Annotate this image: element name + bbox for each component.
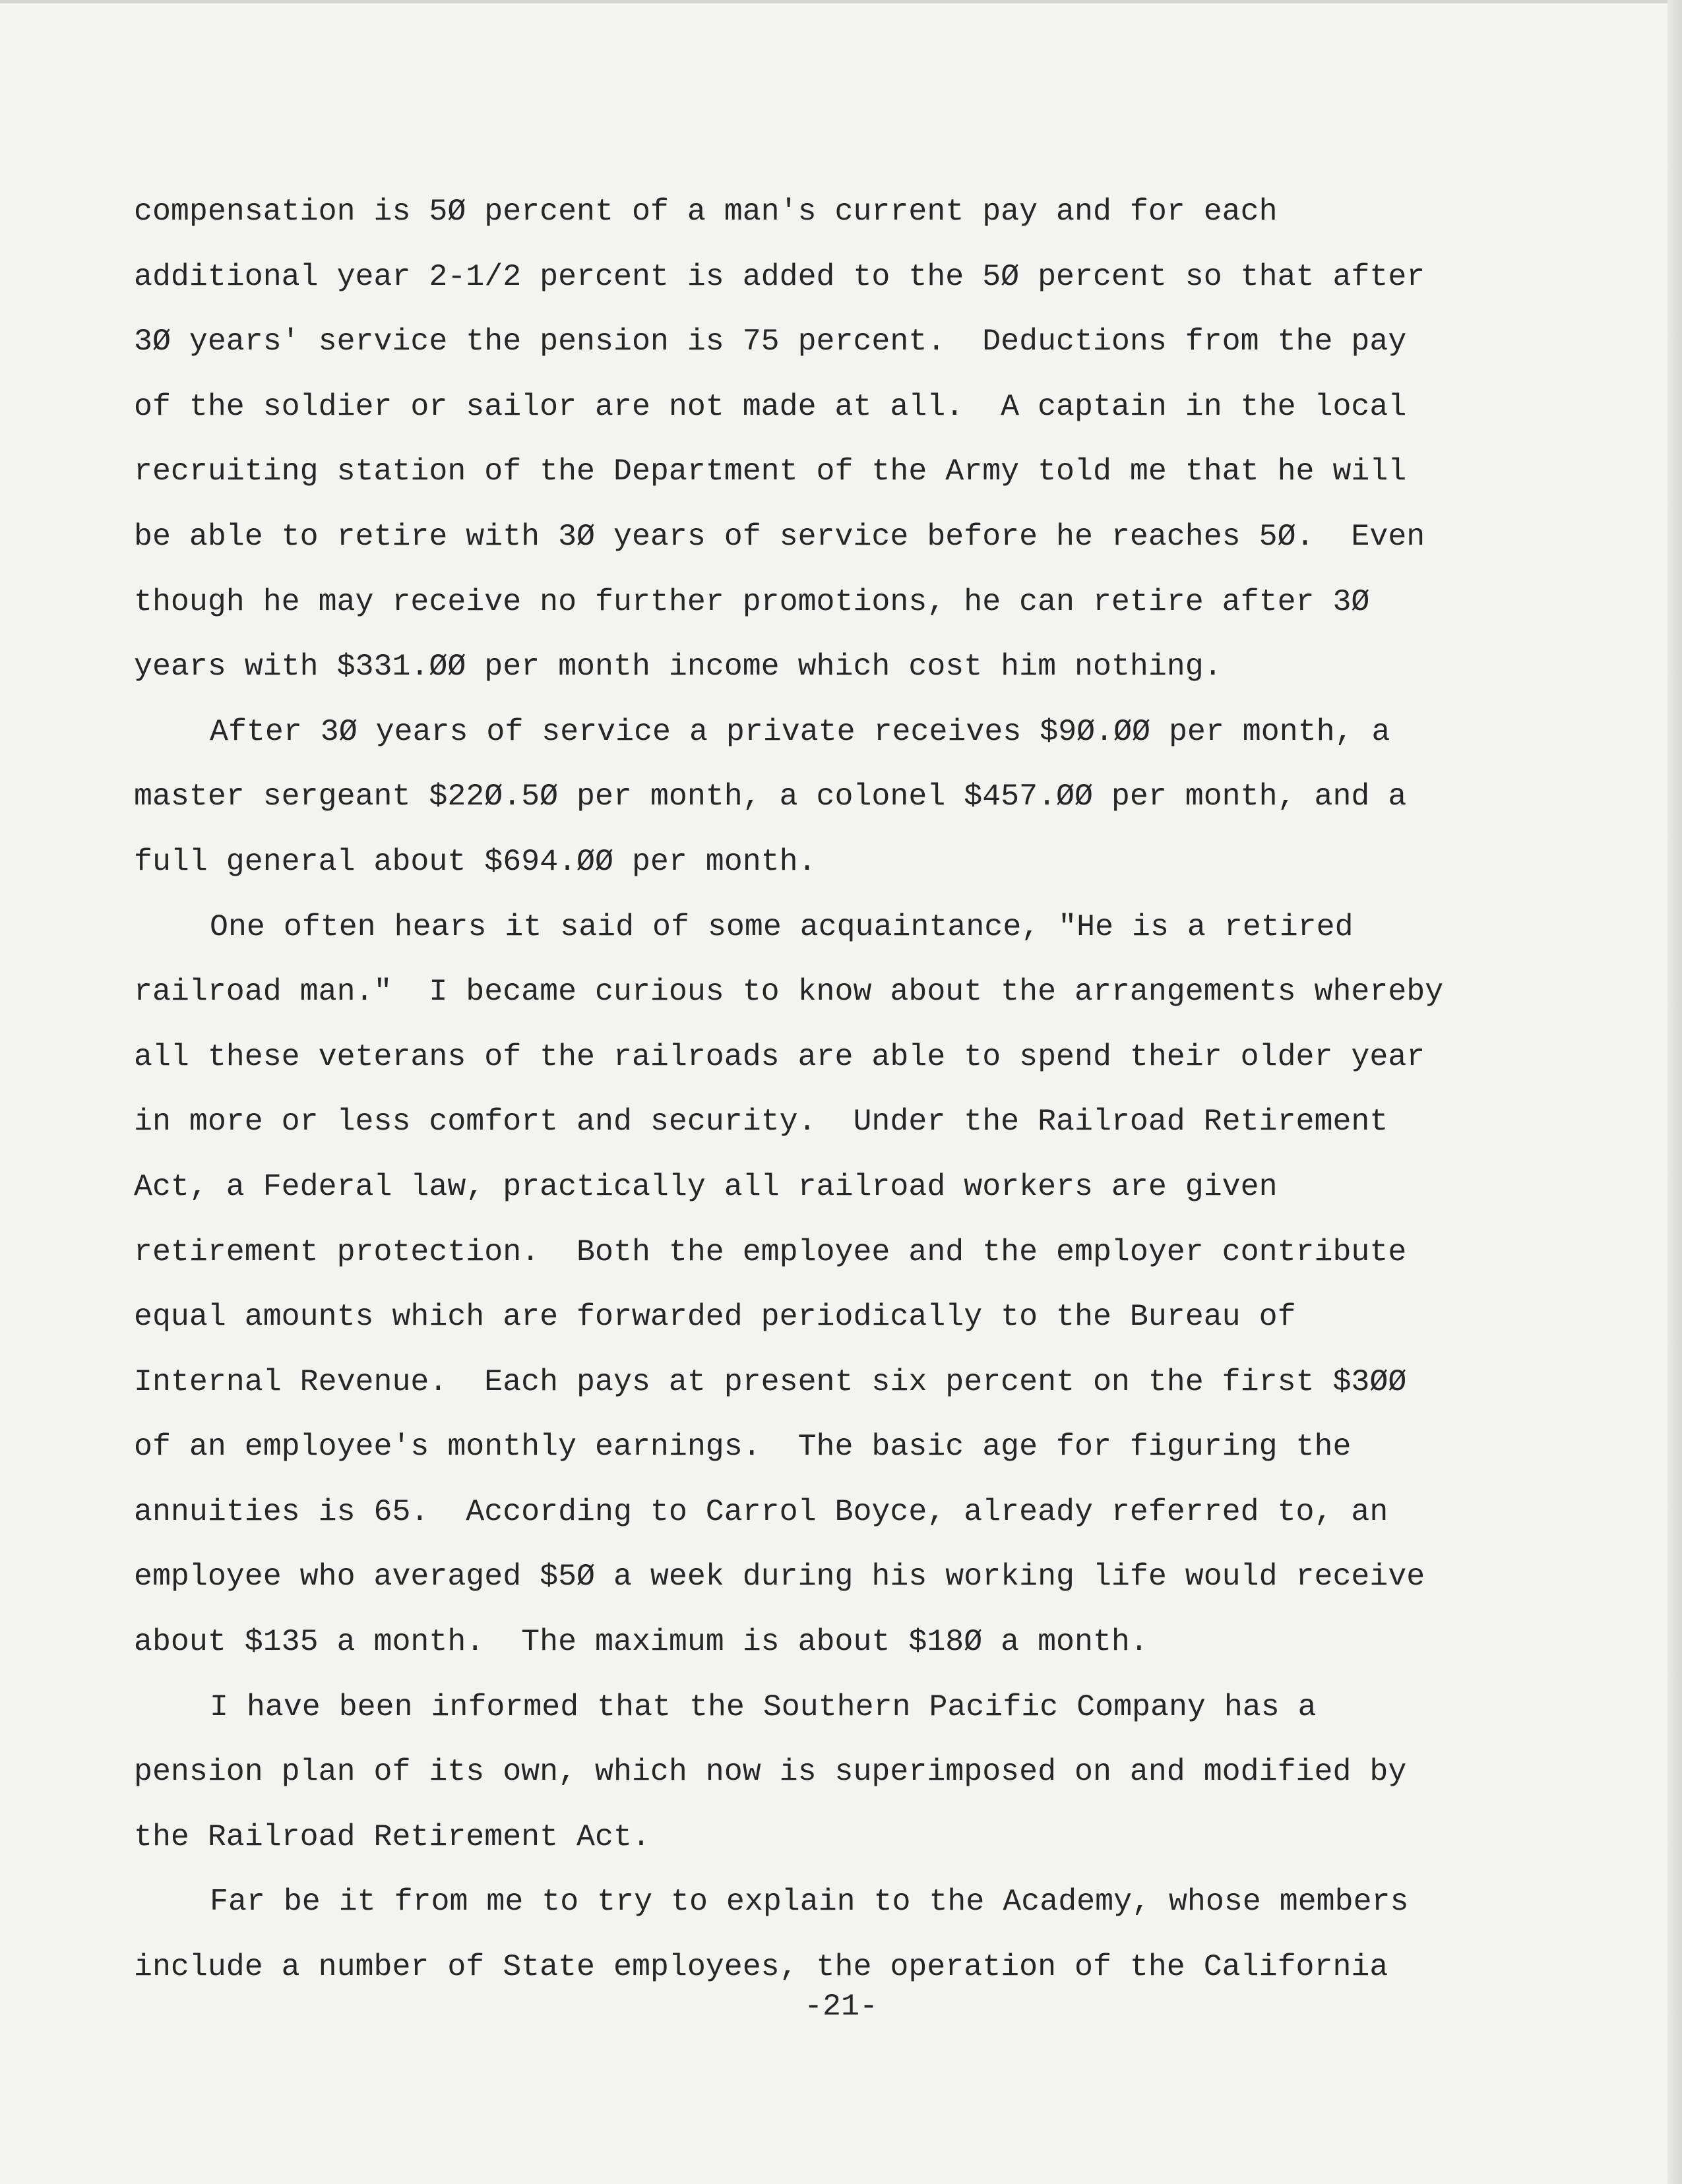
text-line: all these veterans of the railroads are able to spend their older year xyxy=(134,1039,1425,1074)
paragraph-first-line: I have been informed that the Southern Pacific Company has a xyxy=(210,1689,1317,1724)
text-line: additional year 2-1/2 percent is added to the 5Ø percent so that after xyxy=(134,258,1425,294)
text-line: annuities is 65. According to Carrol Boyce, already referred to, an xyxy=(134,1494,1388,1529)
text-line: employee who averaged $5Ø a week during his working life would receive xyxy=(134,1559,1425,1594)
body-text xyxy=(134,183,1545,2004)
text-line: equal amounts which are forwarded periodically to the Bureau of xyxy=(134,1299,1296,1335)
text-line: Internal Revenue. Each pays at present six percent on the first $3ØØ xyxy=(134,1364,1407,1399)
paragraph-first-line: Far be it from me to try to explain to the Academy, whose members xyxy=(210,1884,1409,1920)
paragraph-first-line: After 3Ø years of service a private receives $9Ø.ØØ per month, a xyxy=(210,713,1390,749)
text-line: in more or less comfort and security. Under the Railroad Retirement xyxy=(134,1104,1388,1139)
page-number: -21- xyxy=(804,1989,878,2024)
text-line: years with $331.ØØ per month income which cost him nothing. xyxy=(134,649,1222,684)
text-line: include a number of State employees, the operation of the California xyxy=(134,1949,1388,1985)
text-line: of the soldier or sailor are not made at all. A captain in the local xyxy=(134,388,1407,424)
text-line: pension plan of its own, which now is superimposed on and modified by xyxy=(134,1754,1407,1790)
text-line: Act, a Federal law, practically all railroad workers are given xyxy=(134,1168,1278,1204)
text-line: compensation is 5Ø percent of a man's current pay and for each xyxy=(134,194,1278,229)
text-line: 3Ø years' service the pension is 75 percent. Deductions from the pay xyxy=(134,324,1407,359)
text-line: be able to retire with 3Ø years of service before he reaches 5Ø. Even xyxy=(134,518,1425,554)
text-line: about $135 a month. The maximum is about $18Ø a month. xyxy=(134,1624,1148,1660)
text-line: retirement protection. Both the employee and the employer contribute xyxy=(134,1234,1407,1269)
text-line: master sergeant $22Ø.5Ø per month, a colonel $457.ØØ per month, and a xyxy=(134,779,1407,814)
text-line: of an employee's monthly earnings. The basic age for figuring the xyxy=(134,1429,1352,1465)
text-line: the Railroad Retirement Act. xyxy=(134,1819,650,1854)
text-line: railroad man." I became curious to know about the arrangements whereby xyxy=(134,974,1444,1010)
text-line: though he may receive no further promotions, he can retire after 3Ø xyxy=(134,584,1370,619)
page-right-edge xyxy=(1667,0,1682,2184)
text-line: recruiting station of the Department of the Army told me that he will xyxy=(134,454,1407,489)
paragraph-first-line: One often hears it said of some acquaintance, "He is a retired xyxy=(210,909,1354,944)
text-line: full general about $694.ØØ per month. xyxy=(134,843,817,879)
page-top-edge xyxy=(0,0,1682,3)
